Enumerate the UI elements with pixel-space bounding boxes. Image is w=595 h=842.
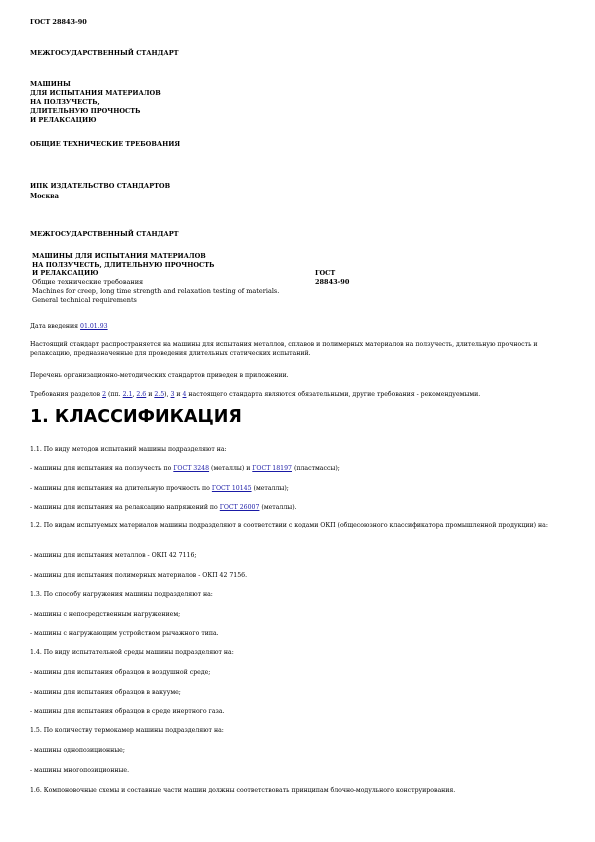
list-item: - машины для испытания на ползучесть по ГОСТ 3248 (металлы) и ГОСТ 18197 (пластмассы); bbox=[30, 465, 340, 472]
link-gost-18197[interactable]: ГОСТ 18197 bbox=[252, 465, 292, 472]
clause-1-5: 1.5. По количеству термокамер машины подразделяют на: bbox=[30, 727, 224, 734]
clause-1-1: 1.1. По виду методов испытаний машины подразделяют на: bbox=[30, 446, 227, 453]
standard-type: МЕЖГОСУДАРСТВЕННЫЙ СТАНДАРТ bbox=[30, 49, 179, 57]
effective-date-link[interactable]: 01.01.93 bbox=[80, 323, 108, 330]
list-item: - машины для испытания полимерных материалов - ОКП 42 7156. bbox=[30, 572, 248, 579]
link-gost-10145[interactable]: ГОСТ 10145 bbox=[211, 485, 252, 492]
requirements-note: Требования разделов 2 (пп. 2.1, 2.6 и 2.5), 3 и 4 настоящего стандарта являются обязательными, другие требования - рекомендуемыми. bbox=[30, 391, 481, 398]
link-clause-2-6[interactable]: 2.6 bbox=[136, 391, 147, 398]
title-block-line-en: Machines for creep, long time strength and relaxation testing of materials. bbox=[32, 286, 280, 295]
cover-subtitle: ОБЩИЕ ТЕХНИЧЕСКИЕ ТРЕБОВАНИЯ bbox=[30, 140, 181, 148]
title-block-line: МАШИНЫ ДЛЯ ИСПЫТАНИЯ МАТЕРИАЛОВ bbox=[32, 252, 206, 260]
link-section-2[interactable]: 2 bbox=[102, 391, 107, 398]
list-item: - машины однопозиционные; bbox=[30, 747, 125, 754]
clause-1-3: 1.3. По способу нагружения машины подразделяют на: bbox=[30, 591, 213, 598]
title-block-line: НА ПОЛЗУЧЕСТЬ, ДЛИТЕЛЬНУЮ ПРОЧНОСТЬ bbox=[32, 260, 215, 269]
cover-title-line: ДЛИТЕЛЬНУЮ ПРОЧНОСТЬ bbox=[30, 107, 141, 115]
title-block-line-en: General technical requirements bbox=[32, 295, 137, 304]
title-block-line: И РЕЛАКСАЦИЮ bbox=[32, 269, 99, 278]
link-gost-26007[interactable]: ГОСТ 26007 bbox=[219, 504, 260, 511]
cover-title-line: ДЛЯ ИСПЫТАНИЯ МАТЕРИАЛОВ bbox=[30, 89, 161, 97]
city: Москва bbox=[30, 192, 59, 200]
cover-title-line: И РЕЛАКСАЦИЮ bbox=[30, 116, 97, 124]
list-item: - машины многопозиционные. bbox=[30, 767, 130, 774]
list-item: - машины с непосредственным нагружением; bbox=[30, 611, 181, 618]
scope-paragraph: Настоящий стандарт распространяется на машины для испытания металлов, сплавов и полимерных материалов на ползучесть, длительную прочность и релаксацию, предназначенные для проведения длительных статических испытаний. bbox=[30, 341, 538, 357]
standard-type-repeat: МЕЖГОСУДАРСТВЕННЫЙ СТАНДАРТ bbox=[30, 230, 179, 238]
list-item: - машины для испытания на длительную прочность по ГОСТ 10145 (металлы); bbox=[30, 485, 289, 492]
link-clause-2-5[interactable]: 2.5 bbox=[154, 391, 165, 398]
list-item: - машины для испытания образцов в воздушной среде; bbox=[30, 669, 211, 676]
link-gost-3248[interactable]: ГОСТ 3248 bbox=[173, 465, 210, 472]
gost-number: 28843-90 bbox=[315, 277, 350, 286]
effective-date-label: Дата введения bbox=[30, 323, 79, 330]
link-clause-2-1[interactable]: 2.1 bbox=[122, 391, 133, 398]
list-item: - машины для испытания на релаксацию напряжений по ГОСТ 26007 (металлы). bbox=[30, 504, 297, 511]
section-heading: 1. КЛАССИФИКАЦИЯ bbox=[30, 407, 242, 427]
gost-label: ГОСТ bbox=[315, 269, 336, 277]
cover-title-line: МАШИНЫ bbox=[30, 80, 71, 88]
publisher: ИПК ИЗДАТЕЛЬСТВО СТАНДАРТОВ bbox=[30, 182, 171, 190]
cover-title-line: НА ПОЛЗУЧЕСТЬ, bbox=[30, 98, 100, 106]
doc-id: ГОСТ 28843-90 bbox=[30, 18, 87, 26]
list-item: - машины для испытания образцов в вакууме; bbox=[30, 689, 181, 696]
annex-note: Перечень организационно-методических стандартов приведен в приложении. bbox=[30, 372, 289, 379]
title-block-line: Общие технические требования bbox=[32, 278, 144, 287]
clause-1-6: 1.6. Компоновочные схемы и составные части машин должны соответствовать принципам блочно-модульного конструирования. bbox=[30, 787, 456, 794]
effective-date bbox=[30, 322, 108, 331]
link-section-4[interactable]: 4 bbox=[182, 391, 187, 398]
clause-1-2: 1.2. По видам испытуемых материалов машины подразделяют в соответствии с кодами ОКП (общесоюзного классификатора промышленной продукции) на: bbox=[30, 522, 548, 529]
link-section-3[interactable]: 3 bbox=[170, 391, 175, 398]
clause-1-4: 1.4. По виду испытательной среды машины подразделяют на: bbox=[30, 649, 234, 656]
list-item: - машины для испытания металлов - ОКП 42 7116; bbox=[30, 552, 197, 559]
list-item: - машины с нагружающим устройством рычажного типа. bbox=[30, 630, 219, 637]
list-item: - машины для испытания образцов в среде инертного газа. bbox=[30, 708, 225, 715]
